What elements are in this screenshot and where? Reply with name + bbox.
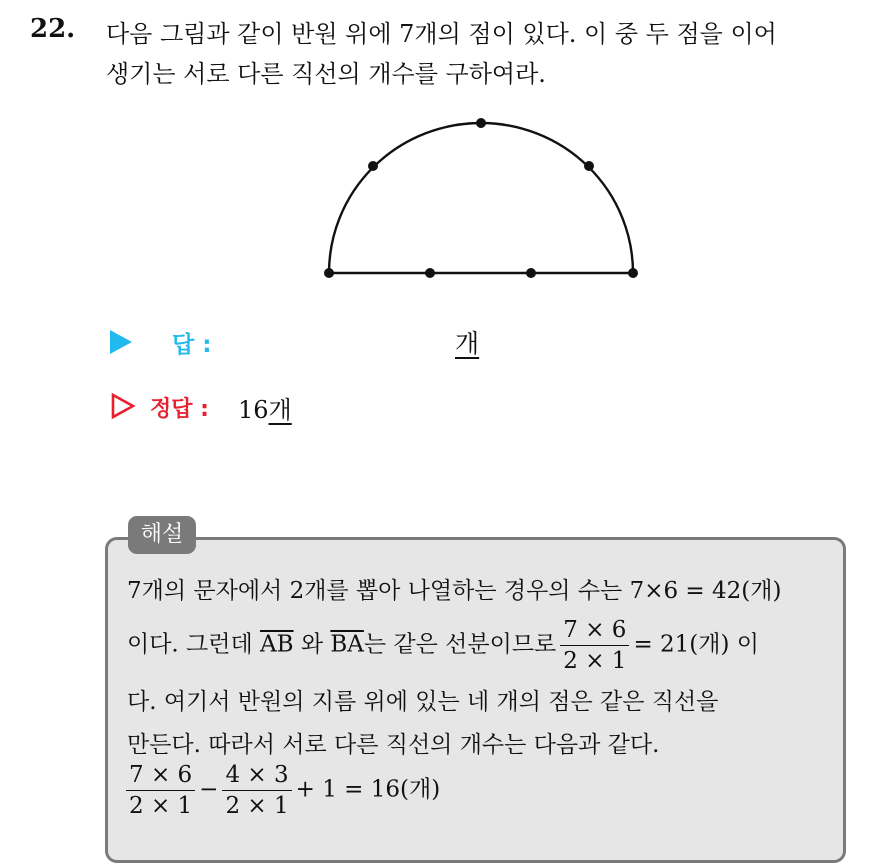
correct-answer-value [238,390,292,425]
point-diameter-3 [526,268,536,278]
correct-number: 16 [238,396,269,424]
minus-sign: − [199,776,219,803]
answer-row [110,322,710,362]
segment-ab: $\overline{AB}$ [260,631,294,658]
solution-line-2 [127,615,759,676]
solution-line-3: 다. 여기서 반원의 지름 위에 있는 네 개의 점은 같은 직선을 [127,689,719,715]
question-line-2: 생기는 서로 다른 직선의 개수를 구하여라. [106,60,546,88]
sol-l2-a: 이다. 그런데 [127,631,261,658]
outline-triangle-icon [110,392,136,420]
solution-line-4: 만든다. 따라서 서로 다른 직선의 개수는 다음과 같다. [127,732,660,758]
question-line-1: 다음 그림과 같이 반원 위에 7개의 점이 있다. 이 중 두 점을 이어 [106,20,777,48]
answer-label: 답 : [172,332,212,358]
sol-l2-mid: 와 [293,631,331,658]
semicircle-figure [310,105,650,285]
question-number: 22. [30,14,76,44]
correct-unit: 개 [268,396,292,424]
correct-answer-label: 정답 : [150,397,209,422]
sol-l2-c: = 21(개) 이 [633,631,759,658]
point-arc-right [584,161,594,171]
fraction-7x6-over-2x1: $\frac{7 \times 6}{2 \times 1}$ [560,615,629,676]
fraction-7x6-over-2x1-b: $\frac{7 \times 6}{2 \times 1}$ [126,760,195,821]
point-diameter-right [628,268,638,278]
point-arc-top [476,118,486,128]
segment-ba: $\overline{BA}$ [330,631,364,658]
point-diameter-2 [425,268,435,278]
sol-l5-end: + 1 = 16(개) [295,776,441,803]
fraction-4x3-over-2x1: $\frac{4 \times 3}{2 \times 1}$ [222,760,291,821]
answer-unit: 개 [455,329,480,358]
question-text [106,14,866,94]
correct-answer-row [110,388,710,428]
solution-line-5 [122,760,440,821]
point-diameter-left [324,268,334,278]
point-arc-left [368,161,378,171]
sol-l2-b: 는 같은 선분이므로 [363,631,557,658]
solution-line-1: 7개의 문자에서 2개를 뽑아 나열하는 경우의 수는 7×6 = 42(개) [127,578,782,604]
semicircle-arc [329,123,633,273]
play-triangle-icon [110,330,132,354]
solution-tab: 해설 [128,516,196,554]
